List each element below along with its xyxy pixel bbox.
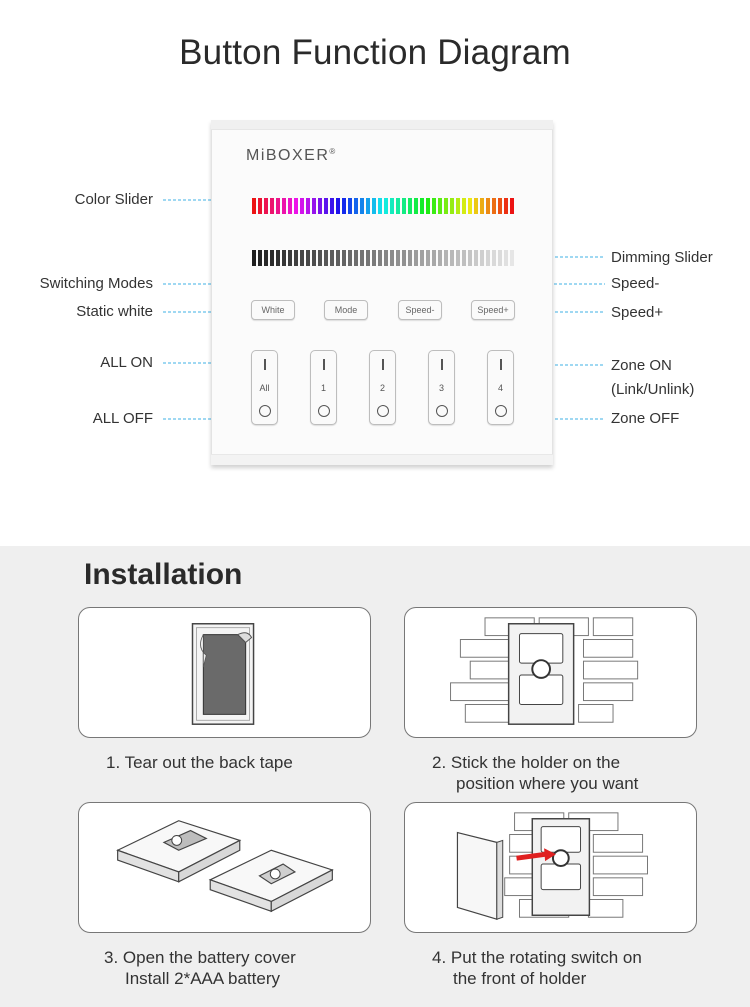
color-segment: [420, 198, 424, 214]
remote-panel: [211, 120, 553, 465]
dim-segment: [270, 250, 274, 266]
color-segment: [342, 198, 346, 214]
color-segment: [456, 198, 460, 214]
color-segment: [396, 198, 400, 214]
dim-segment: [282, 250, 286, 266]
dim-segment: [510, 250, 514, 266]
color-segment: [474, 198, 478, 214]
off-ring-icon: [436, 405, 448, 417]
color-segment: [318, 198, 322, 214]
color-segment: [348, 198, 352, 214]
dim-segment: [360, 250, 364, 266]
on-bar-icon: [382, 359, 384, 370]
dim-segment: [426, 250, 430, 266]
white-button[interactable]: White: [251, 300, 295, 320]
dim-segment: [408, 250, 412, 266]
label-color-slider: Color Slider: [74, 191, 153, 208]
label-zone-off: Zone OFF: [611, 410, 680, 427]
label-speed-minus: Speed-: [611, 275, 660, 292]
dim-segment: [330, 250, 334, 266]
zone-button-1[interactable]: [310, 350, 337, 425]
color-segment: [402, 198, 406, 214]
color-segment: [276, 198, 280, 214]
dim-segment: [498, 250, 502, 266]
color-segment: [258, 198, 262, 214]
dim-segment: [288, 250, 292, 266]
dim-segment: [276, 250, 280, 266]
dim-segment: [252, 250, 256, 266]
step-1-illustration: [78, 607, 371, 738]
step-4-illustration: [404, 802, 697, 933]
speed-minus-button[interactable]: Speed-: [398, 300, 442, 320]
color-segment: [252, 198, 256, 214]
off-ring-icon: [377, 405, 389, 417]
brand-logo: MiBOXER®: [246, 147, 337, 164]
mode-button[interactable]: Mode: [324, 300, 368, 320]
color-segment: [300, 198, 304, 214]
off-ring-icon: [259, 405, 271, 417]
label-all-off: ALL OFF: [92, 410, 153, 427]
color-segment: [288, 198, 292, 214]
color-segment: [366, 198, 370, 214]
dim-segment: [342, 250, 346, 266]
dim-segment: [336, 250, 340, 266]
step-2-caption: 2. Stick the holder on the position where you want: [432, 753, 639, 793]
wall-holder-icon: [405, 608, 696, 737]
speed-plus-button[interactable]: Speed+: [471, 300, 515, 320]
dim-segment: [294, 250, 298, 266]
dim-segment: [372, 250, 376, 266]
dim-segment: [432, 250, 436, 266]
color-segment: [378, 198, 382, 214]
battery-cover-icon: [79, 803, 370, 932]
color-segment: [426, 198, 430, 214]
step-3-illustration: [78, 802, 371, 933]
dim-segment: [348, 250, 352, 266]
dim-segment: [390, 250, 394, 266]
label-all-on: ALL ON: [100, 354, 153, 371]
dim-segment: [384, 250, 388, 266]
on-bar-icon: [264, 359, 266, 370]
label-switching-modes: Switching Modes: [39, 275, 153, 292]
dim-segment: [456, 250, 460, 266]
dim-segment: [420, 250, 424, 266]
dim-segment: [480, 250, 484, 266]
off-ring-icon: [318, 405, 330, 417]
color-segment: [468, 198, 472, 214]
dim-segment: [300, 250, 304, 266]
zone-label: 2: [379, 383, 385, 393]
color-segment: [336, 198, 340, 214]
color-segment: [462, 198, 466, 214]
dimming-slider[interactable]: [252, 250, 514, 266]
zone-label: 1: [320, 383, 326, 393]
color-segment: [438, 198, 442, 214]
on-bar-icon: [500, 359, 502, 370]
dim-segment: [444, 250, 448, 266]
zone-button-all[interactable]: [251, 350, 278, 425]
label-link-unlink: (Link/Unlink): [611, 381, 695, 398]
color-segment: [312, 198, 316, 214]
color-segment: [498, 198, 502, 214]
dim-segment: [402, 250, 406, 266]
color-segment: [360, 198, 364, 214]
color-segment: [486, 198, 490, 214]
page-title: Button Function Diagram: [179, 33, 571, 72]
on-bar-icon: [441, 359, 443, 370]
color-segment: [384, 198, 388, 214]
step-2-illustration: [404, 607, 697, 738]
installation-heading: Installation: [84, 558, 243, 591]
zone-button-3[interactable]: [428, 350, 455, 425]
label-zone-on: Zone ON: [611, 357, 672, 374]
color-slider[interactable]: [252, 198, 514, 214]
dim-segment: [264, 250, 268, 266]
color-segment: [306, 198, 310, 214]
dim-segment: [354, 250, 358, 266]
zone-button-2[interactable]: [369, 350, 396, 425]
off-ring-icon: [495, 405, 507, 417]
color-segment: [414, 198, 418, 214]
dim-segment: [366, 250, 370, 266]
dim-segment: [258, 250, 262, 266]
color-segment: [444, 198, 448, 214]
label-speed-plus: Speed+: [611, 304, 664, 321]
color-segment: [324, 198, 328, 214]
color-segment: [450, 198, 454, 214]
color-segment: [270, 198, 274, 214]
dim-segment: [324, 250, 328, 266]
zone-button-4[interactable]: [487, 350, 514, 425]
dim-segment: [396, 250, 400, 266]
dim-segment: [318, 250, 322, 266]
color-segment: [408, 198, 412, 214]
color-segment: [372, 198, 376, 214]
step-1-caption: 1. Tear out the back tape: [106, 753, 293, 772]
color-segment: [330, 198, 334, 214]
dim-segment: [438, 250, 442, 266]
color-segment: [264, 198, 268, 214]
zone-label: 3: [438, 383, 444, 393]
color-segment: [432, 198, 436, 214]
color-segment: [510, 198, 514, 214]
dim-segment: [312, 250, 316, 266]
mount-switch-icon: [405, 803, 696, 932]
dim-segment: [486, 250, 490, 266]
dim-segment: [462, 250, 466, 266]
color-segment: [294, 198, 298, 214]
zone-label: 4: [497, 383, 503, 393]
zone-label: All: [259, 383, 270, 393]
dim-segment: [468, 250, 472, 266]
step-4-caption: 4. Put the rotating switch on the front of holder: [432, 948, 642, 988]
dim-segment: [306, 250, 310, 266]
dim-segment: [450, 250, 454, 266]
dim-segment: [414, 250, 418, 266]
color-segment: [282, 198, 286, 214]
installation-section: [0, 546, 750, 1007]
tape-holder-icon: [79, 608, 370, 737]
color-segment: [354, 198, 358, 214]
dim-segment: [492, 250, 496, 266]
label-dimming-slider: Dimming Slider: [611, 249, 713, 266]
step-3-caption: 3. Open the battery cover Install 2*AAA battery: [104, 948, 296, 988]
color-segment: [492, 198, 496, 214]
on-bar-icon: [323, 359, 325, 370]
color-segment: [504, 198, 508, 214]
dim-segment: [474, 250, 478, 266]
label-static-white: Static white: [76, 303, 153, 320]
dim-segment: [378, 250, 382, 266]
color-segment: [480, 198, 484, 214]
dim-segment: [504, 250, 508, 266]
color-segment: [390, 198, 394, 214]
